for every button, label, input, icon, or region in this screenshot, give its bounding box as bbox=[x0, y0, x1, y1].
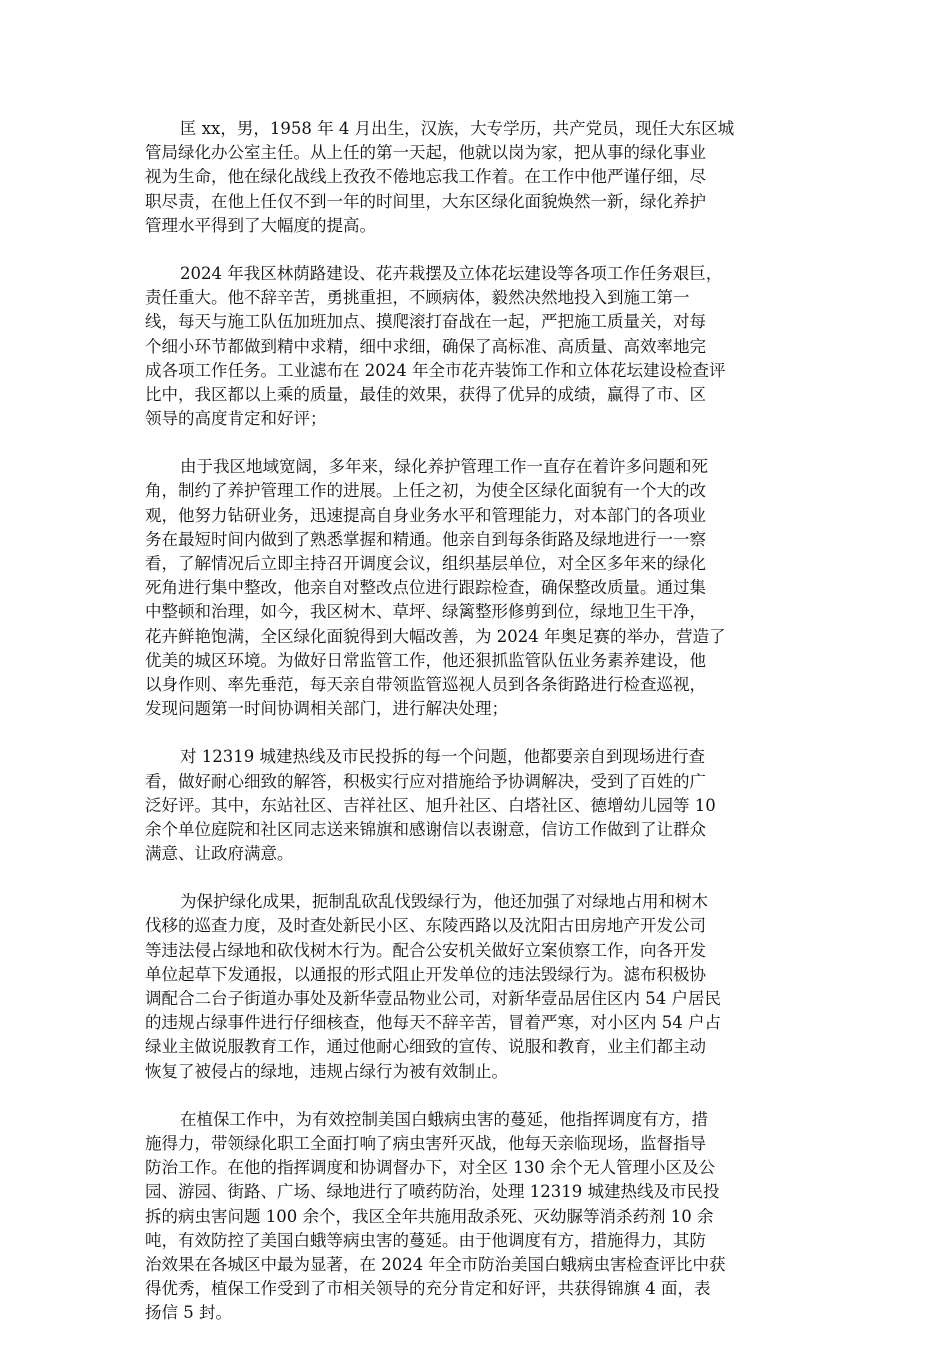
paragraph-line: 伐移的巡查力度，及时查处新民小区、东陵西路以及沈阳古田房地产开发公司 bbox=[145, 916, 706, 936]
paragraph-line: 视为生命，他在绿化战线上孜孜不倦地忘我工作着。在工作中他严谨仔细，尽 bbox=[145, 167, 706, 187]
paragraph bbox=[145, 890, 803, 1084]
paragraph-line: 调配合二台子街道办事处及新华壹品物业公司，对新华壹品居住区内 54 户居民 bbox=[145, 989, 721, 1008]
paragraph bbox=[145, 117, 803, 238]
paragraph-line: 线，每天与施工队伍加班加点、摸爬滚打奋战在一起，严把施工质量关，对每 bbox=[145, 312, 706, 332]
paragraph bbox=[145, 745, 803, 866]
paragraph-line: 余个单位庭院和社区同志送来锦旗和感谢信以表谢意，信访工作做到了让群众 bbox=[145, 819, 706, 839]
paragraph-line: 泛好评。其中，东站社区、吉祥社区、旭升社区、白塔社区、德增幼儿园等 10 bbox=[145, 795, 716, 815]
paragraph-line: 单位起草下发通报，以通报的形式阻止开发单位的违法毁绿行为。滤布积极协 bbox=[145, 964, 706, 984]
paragraph-line: 拆的病虫害问题 100 余个，我区全年共施用敌杀死、灭幼脲等消杀药剂 10 余 bbox=[145, 1206, 714, 1226]
paragraph-line: 扬信 5 封。 bbox=[145, 1303, 232, 1323]
paragraph-line: 对 12319 城建热线及市民投拆的每一个问题，他都要亲自到现场进行查 bbox=[180, 747, 705, 767]
paragraph-line: 看，了解情况后立即主持召开调度会议，组织基层单位，对全区多年来的绿化 bbox=[145, 554, 706, 573]
paragraph-line: 等违法侵占绿地和砍伐树木行为。配合公安机关做好立案侦察工作，向各开发 bbox=[145, 940, 706, 960]
paragraph-line: 在植保工作中，为有效控制美国白蛾病虫害的蔓延，他指挥调度有方，措 bbox=[180, 1109, 708, 1129]
paragraph-line: 发现问题第一时间协调相关部门，进行解决处理； bbox=[145, 699, 508, 719]
paragraph-line: 职尽责，在他上任仅不到一年的时间里，大东区绿化面貌焕然一新，绿化养护 bbox=[145, 191, 706, 211]
paragraph bbox=[145, 1108, 803, 1326]
paragraph-line: 管理水平得到了大幅度的提高。 bbox=[145, 215, 376, 235]
paragraph bbox=[145, 455, 803, 721]
paragraph-line: 园、游园、街路、广场、绿地进行了喷药防治，处理 12319 城建热线及市民投 bbox=[145, 1182, 720, 1202]
paragraph-line: 治效果在各城区中最为显著，在 2024 年全市防治美国白蛾病虫害检查评比中获 bbox=[145, 1254, 726, 1274]
paragraph-line: 满意、让政府满意。 bbox=[145, 844, 294, 864]
paragraph-line: 得优秀，植保工作受到了市相关领导的充分肯定和好评，共获得锦旗 4 面，表 bbox=[145, 1279, 711, 1299]
paragraph-line: 的违规占绿事件进行仔细核查，他每天不辞辛苦，冒着严寒，对小区内 54 户占 bbox=[145, 1013, 721, 1033]
paragraph-line: 角，制约了养护管理工作的进展。上任之初，为使全区绿化面貌有一个大的改 bbox=[145, 481, 706, 501]
paragraph-line: 务在最短时间内做到了熟悉掌握和精通。他亲自到每条街路及绿地进行一一察 bbox=[145, 529, 706, 549]
paragraph-line: 领导的高度肯定和好评； bbox=[145, 409, 327, 429]
paragraph-line: 2024 年我区林荫路建设、花卉栽摆及立体花坛建设等各项工作任务艰巨， bbox=[180, 263, 723, 283]
paragraph-line: 看，做好耐心细致的解答，积极实行应对措施给予协调解决，受到了百姓的广 bbox=[145, 771, 706, 791]
paragraph-line: 花卉鲜艳饱满，全区绿化面貌得到大幅改善，为 2024 年奥足赛的举办，营造了 bbox=[145, 626, 726, 646]
paragraph-line: 优美的城区环境。为做好日常监管工作，他还狠抓监管队伍业务素养建设，他 bbox=[145, 650, 706, 670]
paragraph-line: 成各项工作任务。工业滤布在 2024 年全市花卉装饰工作和立体花坛建设检查评 bbox=[145, 360, 726, 380]
paragraph-line: 匡 xx，男，1958 年 4 月出生，汉族，大专学历，共产党员，现任大东区城 bbox=[180, 119, 735, 138]
paragraph-line: 管局绿化办公室主任。从上任的第一天起，他就以岗为家，把从事的绿化事业 bbox=[145, 143, 706, 163]
paragraph-line: 中整顿和治理，如今，我区树木、草坪、绿篱整形修剪到位，绿地卫生干净， bbox=[145, 602, 706, 622]
paragraph-line: 比中，我区都以上乘的质量，最佳的效果，获得了优异的成绩，赢得了市、区 bbox=[145, 384, 706, 404]
paragraph bbox=[145, 262, 803, 431]
paragraph-line: 观，他努力钻研业务，迅速提高自身业务水平和管理能力，对本部门的各项业 bbox=[145, 505, 706, 525]
document-body bbox=[145, 117, 803, 1349]
paragraph-line: 个细小环节都做到精中求精，细中求细，确保了高标准、高质量、高效率地完 bbox=[145, 336, 706, 356]
paragraph-line: 绿业主做说服教育工作，通过他耐心细致的宣传、说服和教育，业主们都主动 bbox=[145, 1037, 706, 1057]
paragraph-line: 责任重大。他不辞辛苦，勇挑重担，不顾病体，毅然决然地投入到施工第一 bbox=[145, 288, 690, 308]
paragraph-line: 恢复了被侵占的绿地，违规占绿行为被有效制止。 bbox=[145, 1061, 508, 1081]
paragraph-line: 为保护绿化成果，扼制乱砍乱伐毁绿行为，他还加强了对绿地占用和树木 bbox=[180, 892, 708, 912]
paragraph-line: 死角进行集中整改，他亲自对整改点位进行跟踪检查，确保整改质量。通过集 bbox=[145, 578, 706, 598]
paragraph-line: 由于我区地域宽阔，多年来，绿化养护管理工作一直存在着许多问题和死 bbox=[180, 457, 708, 477]
paragraph-line: 施得力，带领绿化职工全面打响了病虫害歼灭战，他每天亲临现场，监督指导 bbox=[145, 1133, 706, 1153]
paragraph-line: 防治工作。在他的指挥调度和协调督办下，对全区 130 余个无人管理小区及公 bbox=[145, 1158, 715, 1178]
paragraph-line: 吨，有效防控了美国白蛾等病虫害的蔓延。由于他调度有方，措施得力，其防 bbox=[145, 1230, 706, 1250]
paragraph-line: 以身作则、率先垂范，每天亲自带领监管巡视人员到各条街路进行检查巡视， bbox=[145, 674, 706, 694]
